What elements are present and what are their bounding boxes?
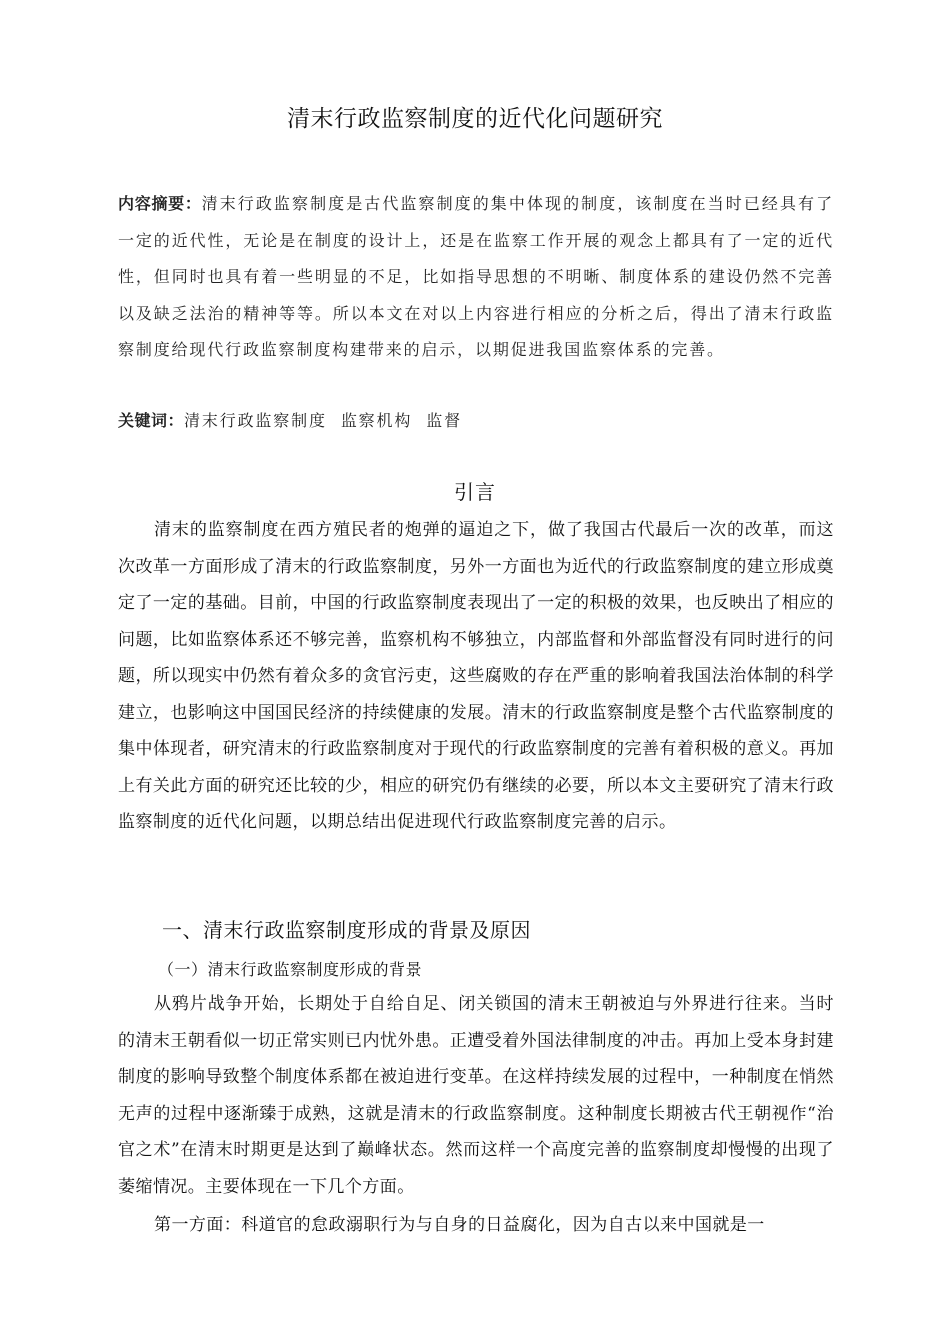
document-title: 清末行政监察制度的近代化问题研究 [287,106,663,132]
body-paragraph: 从鸦片战争开始，长期处于自给自足、闭关锁国的清末王朝被迫与外界进行往来。当时的清末王朝看似一切正常实则已内忧外患。正遭受着外国法律制度的冲击。再加上受本身封建制度的影响导致整个制度体系都在被迫进行变革。在这样持续发展的过程中，一种制度在悄然无声的过程中逐渐臻于成熟，这就是清末的行政监察制度。这种制度长期被古代王朝视作“治官之术”在清末时期更是达到了巅峰状态。然而这样一个高度完善的监察制度却慢慢的出现了萎缩情况。主要体现在一下几个方面。 [118,994,834,1197]
subsection-heading: （一）清末行政监察制度形成的背景 [158,960,423,979]
keywords [118,406,834,436]
body-paragraph: 第一方面：科道官的怠政溺职行为与自身的日益腐化，因为自古以来中国就是一 [154,1215,765,1235]
intro-paragraph: 清末的监察制度在西方殖民者的炮弹的逼迫之下，做了我国古代最后一次的改革，而这次改革一方面形成了清末的行政监察制度，另外一方面也为近代的行政监察制度的建立形成奠定了一定的基础。目前，中国的行政监察制度表现出了一定的积极的效果，也反映出了相应的问题，比如监察体系还不够完善，监察机构不够独立，内部监督和外部监督没有同时进行的问题，所以现实中仍然有着众多的贪官污吏，这些腐败的存在严重的影响着我国法治体制的科学建立，也影响这中国国民经济的持续健康的发展。清末的行政监察制度是整个古代监察制度的集中体现者，研究清末的行政监察制度对于现代的行政监察制度的完善有着积极的意义。再加上有关此方面的研究还比较的少，相应的研究仍有继续的必要，所以本文主要研究了清末行政监察制度的近代化问题，以期总结出促进现代行政监察制度完善的启示。 [118,520,834,832]
keywords-label: 关键词： [118,411,185,430]
keyword-item: 清末行政监察制度 [184,411,327,430]
abstract [118,186,834,369]
intro-heading: 引言 [454,480,496,504]
keyword-item: 监察机构 [340,411,413,430]
abstract-label: 内容摘要： [118,194,202,213]
abstract-text: 清末行政监察制度是古代监察制度的集中体现的制度，该制度在当时已经具有了一定的近代性，无论是在制度的设计上，还是在监察工作开展的观念上都具有了一定的近代性，但同时也具有着一些明显的不足，比如指导思想的不明晰、制度体系的建设仍然不完善以及缺乏法治的精神等等。所以本文在对以上内容进行相应的分析之后，得出了清末行政监察制度给现代行政监察制度构建带来的启示，以期促进我国监察体系的完善。 [118,194,834,359]
keyword-item: 监督 [426,411,462,430]
section-heading: 一、清末行政监察制度形成的背景及原因 [162,918,531,942]
